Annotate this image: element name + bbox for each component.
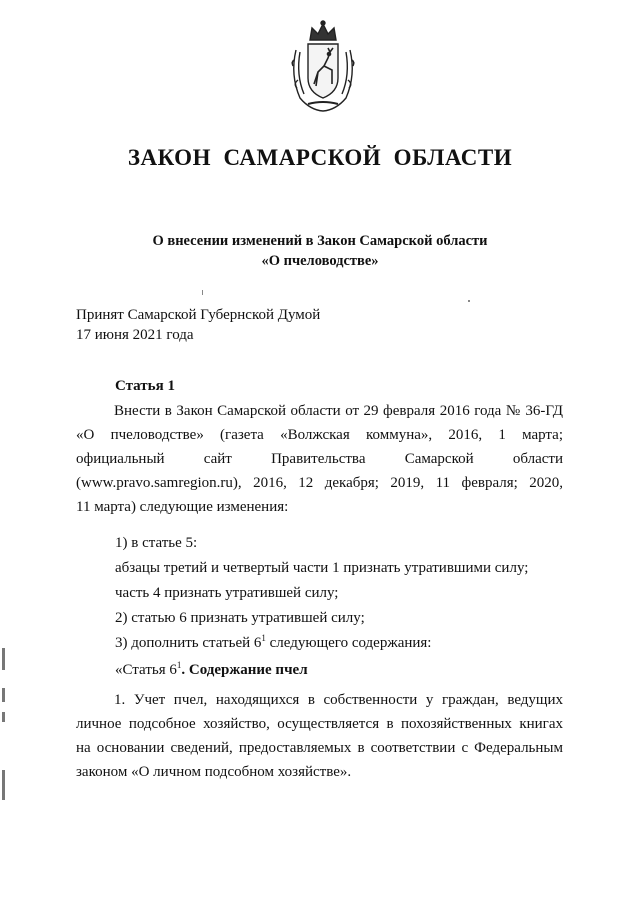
text-line: официальный сайт Правительства Самарской области <box>76 451 563 467</box>
text-line: личное подсобное хозяйство, осуществляется в похозяйственных книгах <box>76 716 563 732</box>
new-article-paragraph <box>76 688 563 784</box>
adoption-info <box>76 305 320 345</box>
scan-mark <box>2 712 5 722</box>
text-line: (www.pravo.samregion.ru), 2016, 12 декабря; 2019, 11 февраля; 2020, <box>76 475 563 491</box>
text-line: Внести в Закон Самарской области от 29 февраля 2016 года № 36-ГД <box>114 403 563 419</box>
coat-of-arms-icon <box>288 20 358 112</box>
new-article-heading: «Статья $6^1$. Содержание пчел <box>115 660 308 678</box>
scan-mark <box>2 770 5 800</box>
list-item: абзацы третий и четвертый части 1 признать утратившими силу; <box>115 560 529 576</box>
scan-speck <box>202 290 203 295</box>
law-title: ЗАКОН САМАРСКОЙ ОБЛАСТИ <box>127 145 513 170</box>
scan-mark <box>2 648 5 670</box>
subtitle-line: О внесении изменений в Закон Самарской области <box>152 233 488 249</box>
list-item: 1) в статье 5: <box>115 535 198 551</box>
list-item: 3) дополнить статьей $6^1$ следующего содержания: <box>115 633 432 651</box>
text-line: 1. Учет пчел, находящихся в собственности у граждан, ведущих <box>114 692 563 708</box>
scan-mark <box>2 688 5 702</box>
adopted-by: Принят Самарской Губернской Думой <box>76 307 321 323</box>
adoption-date: 17 июня 2021 года <box>76 327 194 343</box>
article-intro <box>76 399 563 519</box>
law-subtitle <box>0 231 640 271</box>
text-line: на основании сведений, предоставляемых в соответствии с Федеральным <box>76 740 563 756</box>
text-line: «О пчеловодстве» (газета «Волжская коммуна», 2016, 1 марта; <box>76 427 563 443</box>
list-item: 2) статью 6 признать утратившей силу; <box>115 610 365 626</box>
text-line: законом «О личном подсобном хозяйстве». <box>76 764 352 780</box>
text-line: 11 марта) следующие изменения: <box>76 499 289 515</box>
article-heading: Статья 1 <box>115 378 175 394</box>
subtitle-line: «О пчеловодстве» <box>261 253 379 269</box>
list-item: часть 4 признать утратившей силу; <box>115 585 339 601</box>
scan-speck <box>468 300 470 302</box>
